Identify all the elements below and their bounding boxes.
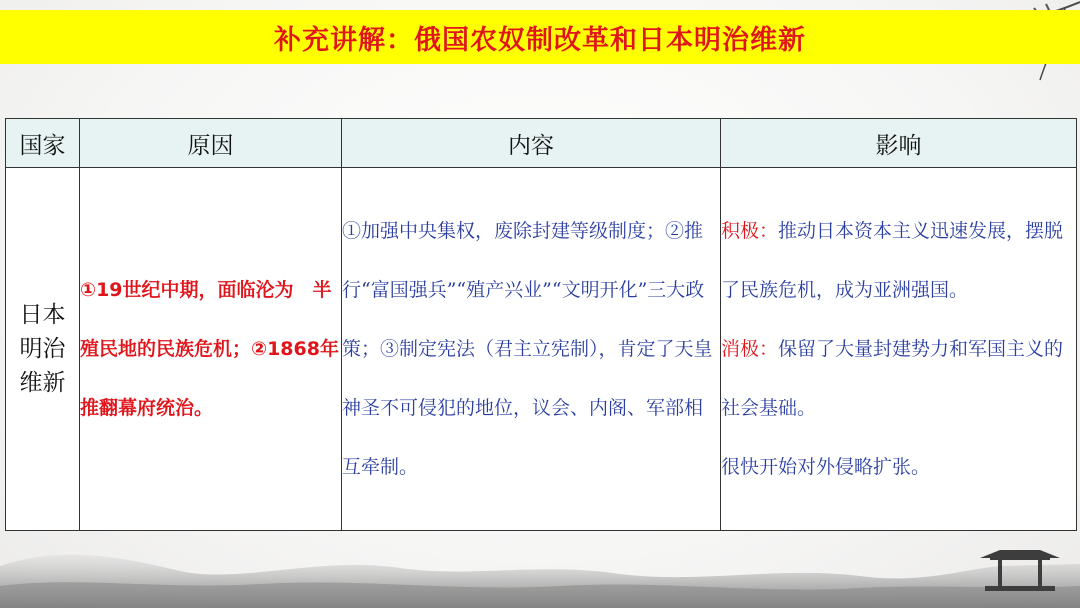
header-reason: 原因 xyxy=(80,119,342,168)
header-country: 国家 xyxy=(6,119,80,168)
header-content: 内容 xyxy=(342,119,721,168)
country-name: 日本明治维新 xyxy=(19,302,66,396)
impact-positive-label: 积极： xyxy=(721,219,779,242)
impact-cell xyxy=(721,168,1077,531)
impact-positive-text: 推动日本资本主义迅速发展，摆脱了民族危机，成为亚洲强国。 xyxy=(721,219,1064,301)
comparison-table xyxy=(5,118,1077,531)
header-impact: 影响 xyxy=(721,119,1077,168)
slide-title: 补充讲解：俄国农奴制改革和日本明治维新 xyxy=(274,24,806,56)
title-bar xyxy=(0,10,1080,64)
ink-landscape-decoration xyxy=(0,526,1080,608)
country-cell xyxy=(6,168,80,531)
impact-negative-label: 消极： xyxy=(721,337,779,360)
reason-cell: ①19世纪中期，面临沦为 半殖民地的民族危机；②1868年推翻幕府统治。 xyxy=(80,168,342,531)
header-row xyxy=(6,119,1077,168)
impact-extra-text: 很快开始对外侵略扩张。 xyxy=(721,455,931,478)
impact-negative-text: 保留了大量封建势力和军国主义的社会基础。 xyxy=(721,337,1064,419)
table-row xyxy=(6,168,1077,531)
content-cell: ①加强中央集权，废除封建等级制度；②推行“富国强兵”“殖产兴业”“文明开化”三大政策；③制定宪法（君主立宪制），肯定了天皇神圣不可侵犯的地位，议会、内阁、军部相互牵制。 xyxy=(342,168,721,531)
